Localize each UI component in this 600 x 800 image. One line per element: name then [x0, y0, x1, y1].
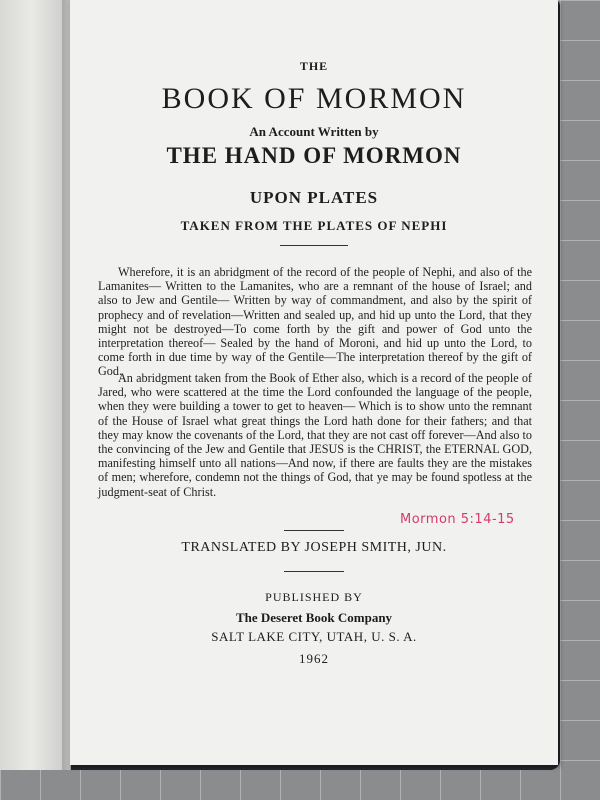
publication-year: 1962	[299, 651, 329, 666]
publisher-name: The Deseret Book Company	[235, 610, 393, 625]
publisher-city: SALT LAKE CITY, UTAH, U. S. A.	[211, 629, 417, 644]
intro-paragraph-1: Wherefore, it is an abridgment of the record of the people of Nephi, and also of the Lamanites— Written to the Lamanites, who are a remnant of the house of Israel; and also to Jew and Gentile— Written by way of commandment, and also by the spirit of prophecy and of revelation—Written and sealed up, and hid up unto the Lord, that they might not be destroyed—To come forth by the gift and power of God unto the interpretation thereof— Sealed by the hand of Moroni, and hid up unto the Lord, to come forth in due time by way of the Gentile—The interpretation thereof by the gift of God.	[98, 265, 532, 379]
taken-from-line: TAKEN FROM THE PLATES OF NEPHI	[180, 218, 448, 233]
account-line: An Account Written by	[249, 124, 379, 139]
intro-paragraph-2: An abridgment taken from the Book of Ether also, which is a record of the people of Jared, who were scattered at the time the Lord confounded the language of the people, when they were building a tower to get to heaven— Which is to show unto the remnant of the House of Israel what great things the Lord hath done for their fathers; and that they may know the covenants of the Lord, that they are not cast off forever—And also to the convincing of the Jew and Gentile that JESUS is the CHRIST, the ETERNAL GOD, manifesting himself unto all nations—And now, if there are faults they are the mistakes of men; wherefore, condemn not the things of God, that ye may be found spotless at the judgment-seat of Christ.	[98, 371, 532, 499]
book-binding	[0, 0, 71, 770]
upon-plates-line: UPON PLATES	[249, 188, 379, 207]
published-by-label: PUBLISHED BY	[265, 590, 363, 604]
the-label: THE	[299, 59, 329, 73]
divider-rule-middle	[284, 530, 344, 531]
book-title: BOOK OF MORMON	[161, 82, 467, 115]
hand-of-mormon-line: THE HAND OF MORMON	[166, 143, 462, 168]
handwritten-annotation: Mormon 5:14-15	[400, 512, 515, 527]
divider-rule-top	[280, 245, 348, 246]
divider-rule-bottom	[284, 571, 344, 572]
translated-by-line: TRANSLATED BY JOSEPH SMITH, JUN.	[181, 540, 447, 555]
title-page	[70, 0, 558, 765]
